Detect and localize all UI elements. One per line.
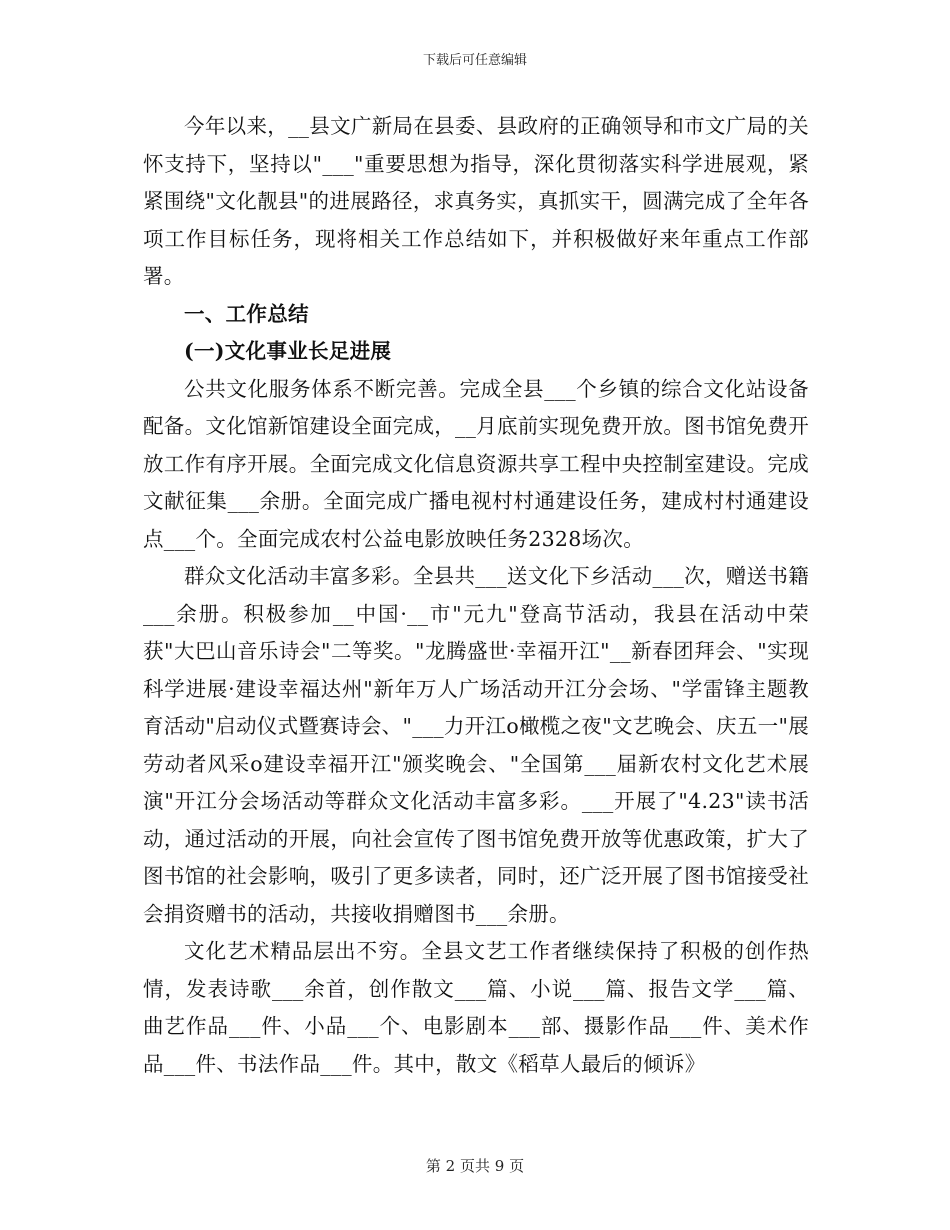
section-heading-work-summary: 一、工作总结 xyxy=(184,301,309,326)
page-number: 第 2 页共 9 页 xyxy=(425,1157,525,1175)
paragraph-art-works: 文化艺术精品层出不穷。全县文艺工作者继续保持了积极的创作热情，发表诗歌___余首，创作散文___篇、小说___篇、报告文学___篇、曲艺作品___件、小品___个、电影剧本___部、摄影作品___件、美术作品___件、书法作品___件。其中，散文《稻草人最后的倾诉》 xyxy=(143,939,809,1076)
document-body xyxy=(143,108,809,1083)
paragraph-mass-activities: 群众文化活动丰富多彩。全县共___送文化下乡活动___次，赠送书籍___余册。积极参加__中国·__市"元九"登高节活动，我县在活动中荣获"大巴山音乐诗会"二等奖。"龙腾盛世·幸福开江"__新春团拜会、"实现科学进展·建设幸福达州"新年万人广场活动开江分会场、"学雷锋主题教育活动"启动仪式暨赛诗会、"___力开江o橄榄之夜"文艺晚会、庆五一"展劳动者风采o建设幸福开江"颁奖晚会、"全国第___届新农村文化艺术展演"开江分会场活动等群众文化活动丰富多彩。___开展了"4.23"读书活动，通过活动的开展，向社会宣传了图书馆免费开放等优惠政策，扩大了图书馆的社会影响，吸引了更多读者，同时，还广泛开展了图书馆接受社会捐资赠书的活动，共接收捐赠图书___余册。 xyxy=(143,564,809,926)
paragraph-public-service: 公共文化服务体系不断完善。完成全县___个乡镇的综合文化站设备配备。文化馆新馆建设全面完成，__月底前实现免费开放。图书馆免费开放工作有序开展。全面完成文化信息资源共享工程中央控制室建设。完成文献征集___余册。全面完成广播电视村村通建设任务，建成村村通建设点___个。全面完成农村公益电影放映任务2328场次。 xyxy=(143,376,809,551)
intro-paragraph: 今年以来，__县文广新局在县委、县政府的正确领导和市文广局的关怀支持下，坚持以"___"重要思想为指导，深化贯彻落实科学进展观，紧紧围绕"文化靓县"的进展路径，求真务实，真抓实干，圆满完成了全年各项工作目标任务，现将相关工作总结如下，并积极做好来年重点工作部署。 xyxy=(143,114,809,288)
page-header: 下载后可任意编辑 xyxy=(422,53,527,68)
subsection-heading-culture: (一)文化事业长足进展 xyxy=(184,339,392,363)
